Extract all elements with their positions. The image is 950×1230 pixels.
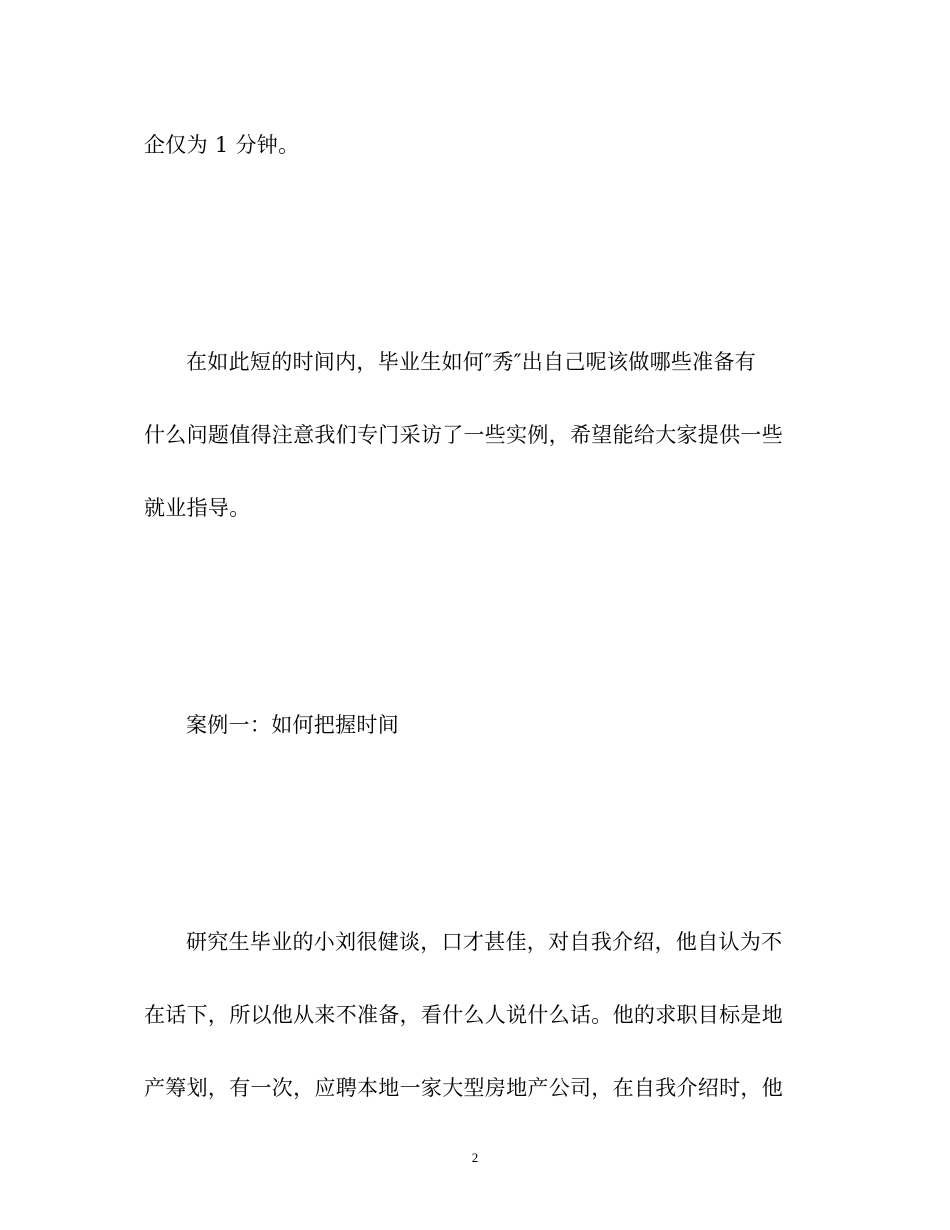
paragraph-2-line-2: 什么问题值得注意我们专门采访了一些实例，希望能给大家提供一些 bbox=[144, 423, 783, 447]
paragraph-3-line-1: 研究生毕业的小刘很健谈，口才甚佳，对自我介绍，他自认为不 bbox=[186, 930, 783, 954]
page-number: 2 bbox=[471, 1150, 479, 1165]
case-1-heading: 案例一：如何把握时间 bbox=[186, 713, 399, 737]
paragraph-2-line-3: 就业指导。 bbox=[144, 496, 251, 520]
paragraph-1-line-1: 企仅为 1 分钟。 bbox=[144, 133, 300, 157]
paragraph-3-line-2: 在话下，所以他从来不准备，看什么人说什么话。他的求职目标是地 bbox=[144, 1003, 783, 1027]
paragraph-2-line-1: 在如此短的时间内，毕业生如何″秀″出自己呢该做哪些准备有 bbox=[186, 350, 757, 374]
paragraph-3-line-3: 产筹划，有一次，应聘本地一家大型房地产公司，在自我介绍时，他 bbox=[144, 1076, 783, 1100]
